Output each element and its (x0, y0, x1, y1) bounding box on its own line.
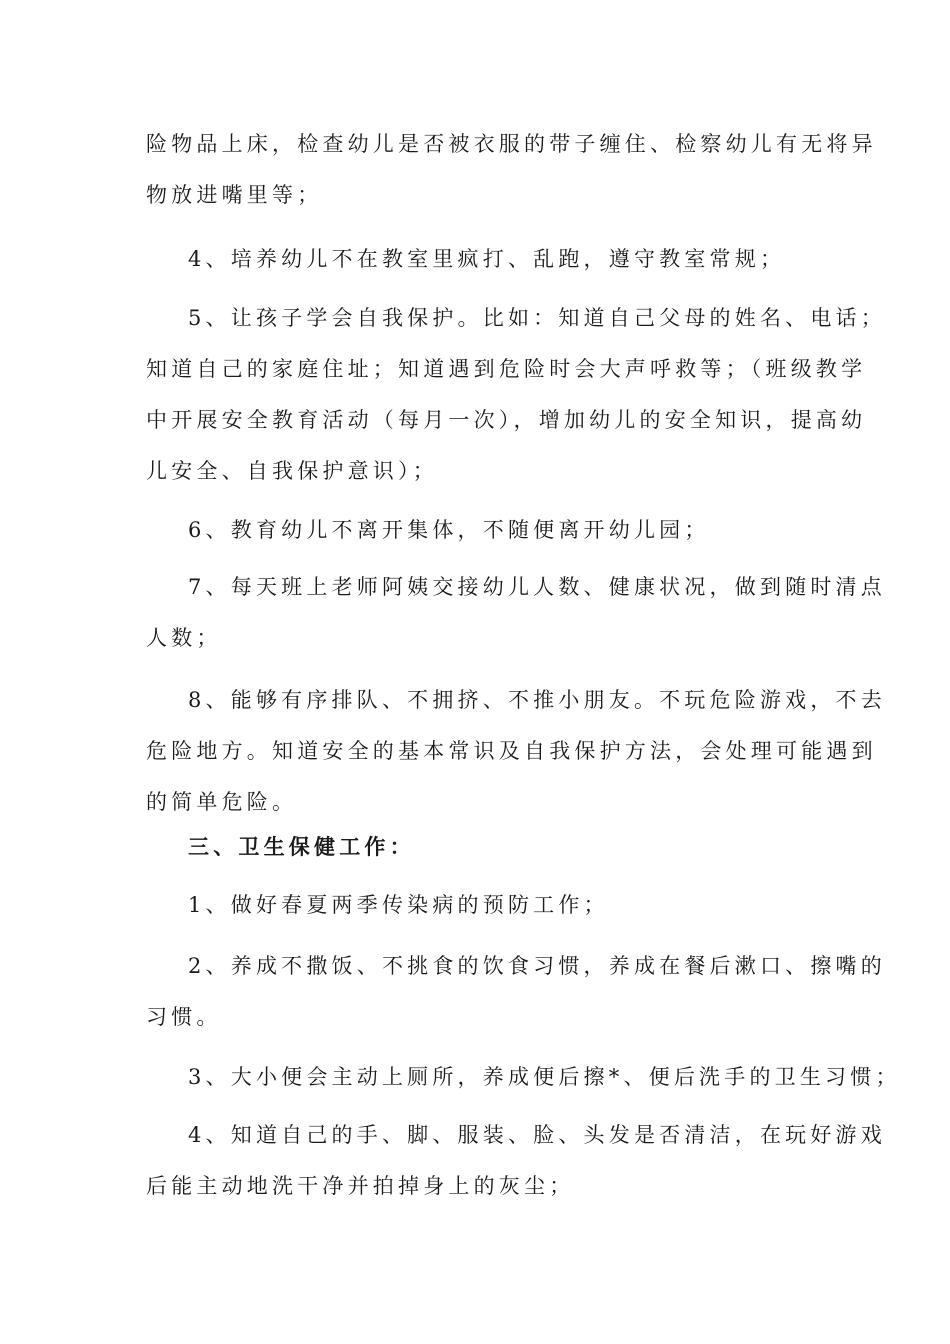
list-item-4b: 4、知道自己的手、脚、服装、脸、头发是否清洁，在玩好游戏 (188, 1123, 886, 1147)
list-item-4: 4、培养幼儿不在教室里疯打、乱跑，遵守教室常规； (188, 247, 786, 271)
paragraph-line: 儿安全、自我保护意识）； (146, 459, 438, 483)
list-item-8: 8、能够有序排队、不拥挤、不推小朋友。不玩危险游戏，不去 (188, 688, 886, 712)
section-heading: 三、卫生保健工作： (188, 834, 415, 859)
paragraph-line: 中开展安全教育活动（每月一次），增加幼儿的安全知识，提高幼 (146, 408, 867, 432)
paragraph-line: 的简单危险。 (146, 790, 298, 814)
list-item-6: 6、教育幼儿不离开集体，不随便离开幼儿园； (188, 518, 710, 542)
list-item-2: 2、养成不撒饭、不挑食的饮食习惯，养成在餐后漱口、擦嘴的 (188, 954, 886, 978)
paragraph-line: 知道自己的家庭住址；知道遇到危险时会大声呼救等；（班级教学 (146, 357, 867, 381)
list-item-1: 1、做好春夏两季传染病的预防工作； (188, 893, 609, 917)
list-item-7: 7、每天班上老师阿姨交接幼儿人数、健康状况，做到随时清点 (188, 575, 886, 599)
list-item-5: 5、让孩子学会自我保护。比如：知道自己父母的姓名、电话； (188, 306, 886, 330)
paragraph-line: 危险地方。知道安全的基本常识及自我保护方法，会处理可能遇到 (146, 739, 877, 763)
paragraph-line: 习惯。 (146, 1005, 222, 1029)
list-item-3: 3、大小便会主动上厕所，养成便后擦*、便后洗手的卫生习惯； (188, 1065, 901, 1089)
paragraph-line: 险物品上床，检查幼儿是否被衣服的带子缠住、检察幼儿有无将异 (146, 132, 877, 156)
paragraph-line: 物放进嘴里等； (146, 183, 323, 207)
paragraph-line: 人数； (146, 626, 222, 650)
paragraph-line: 后能主动地洗干净并拍掉身上的灰尘； (146, 1174, 575, 1198)
